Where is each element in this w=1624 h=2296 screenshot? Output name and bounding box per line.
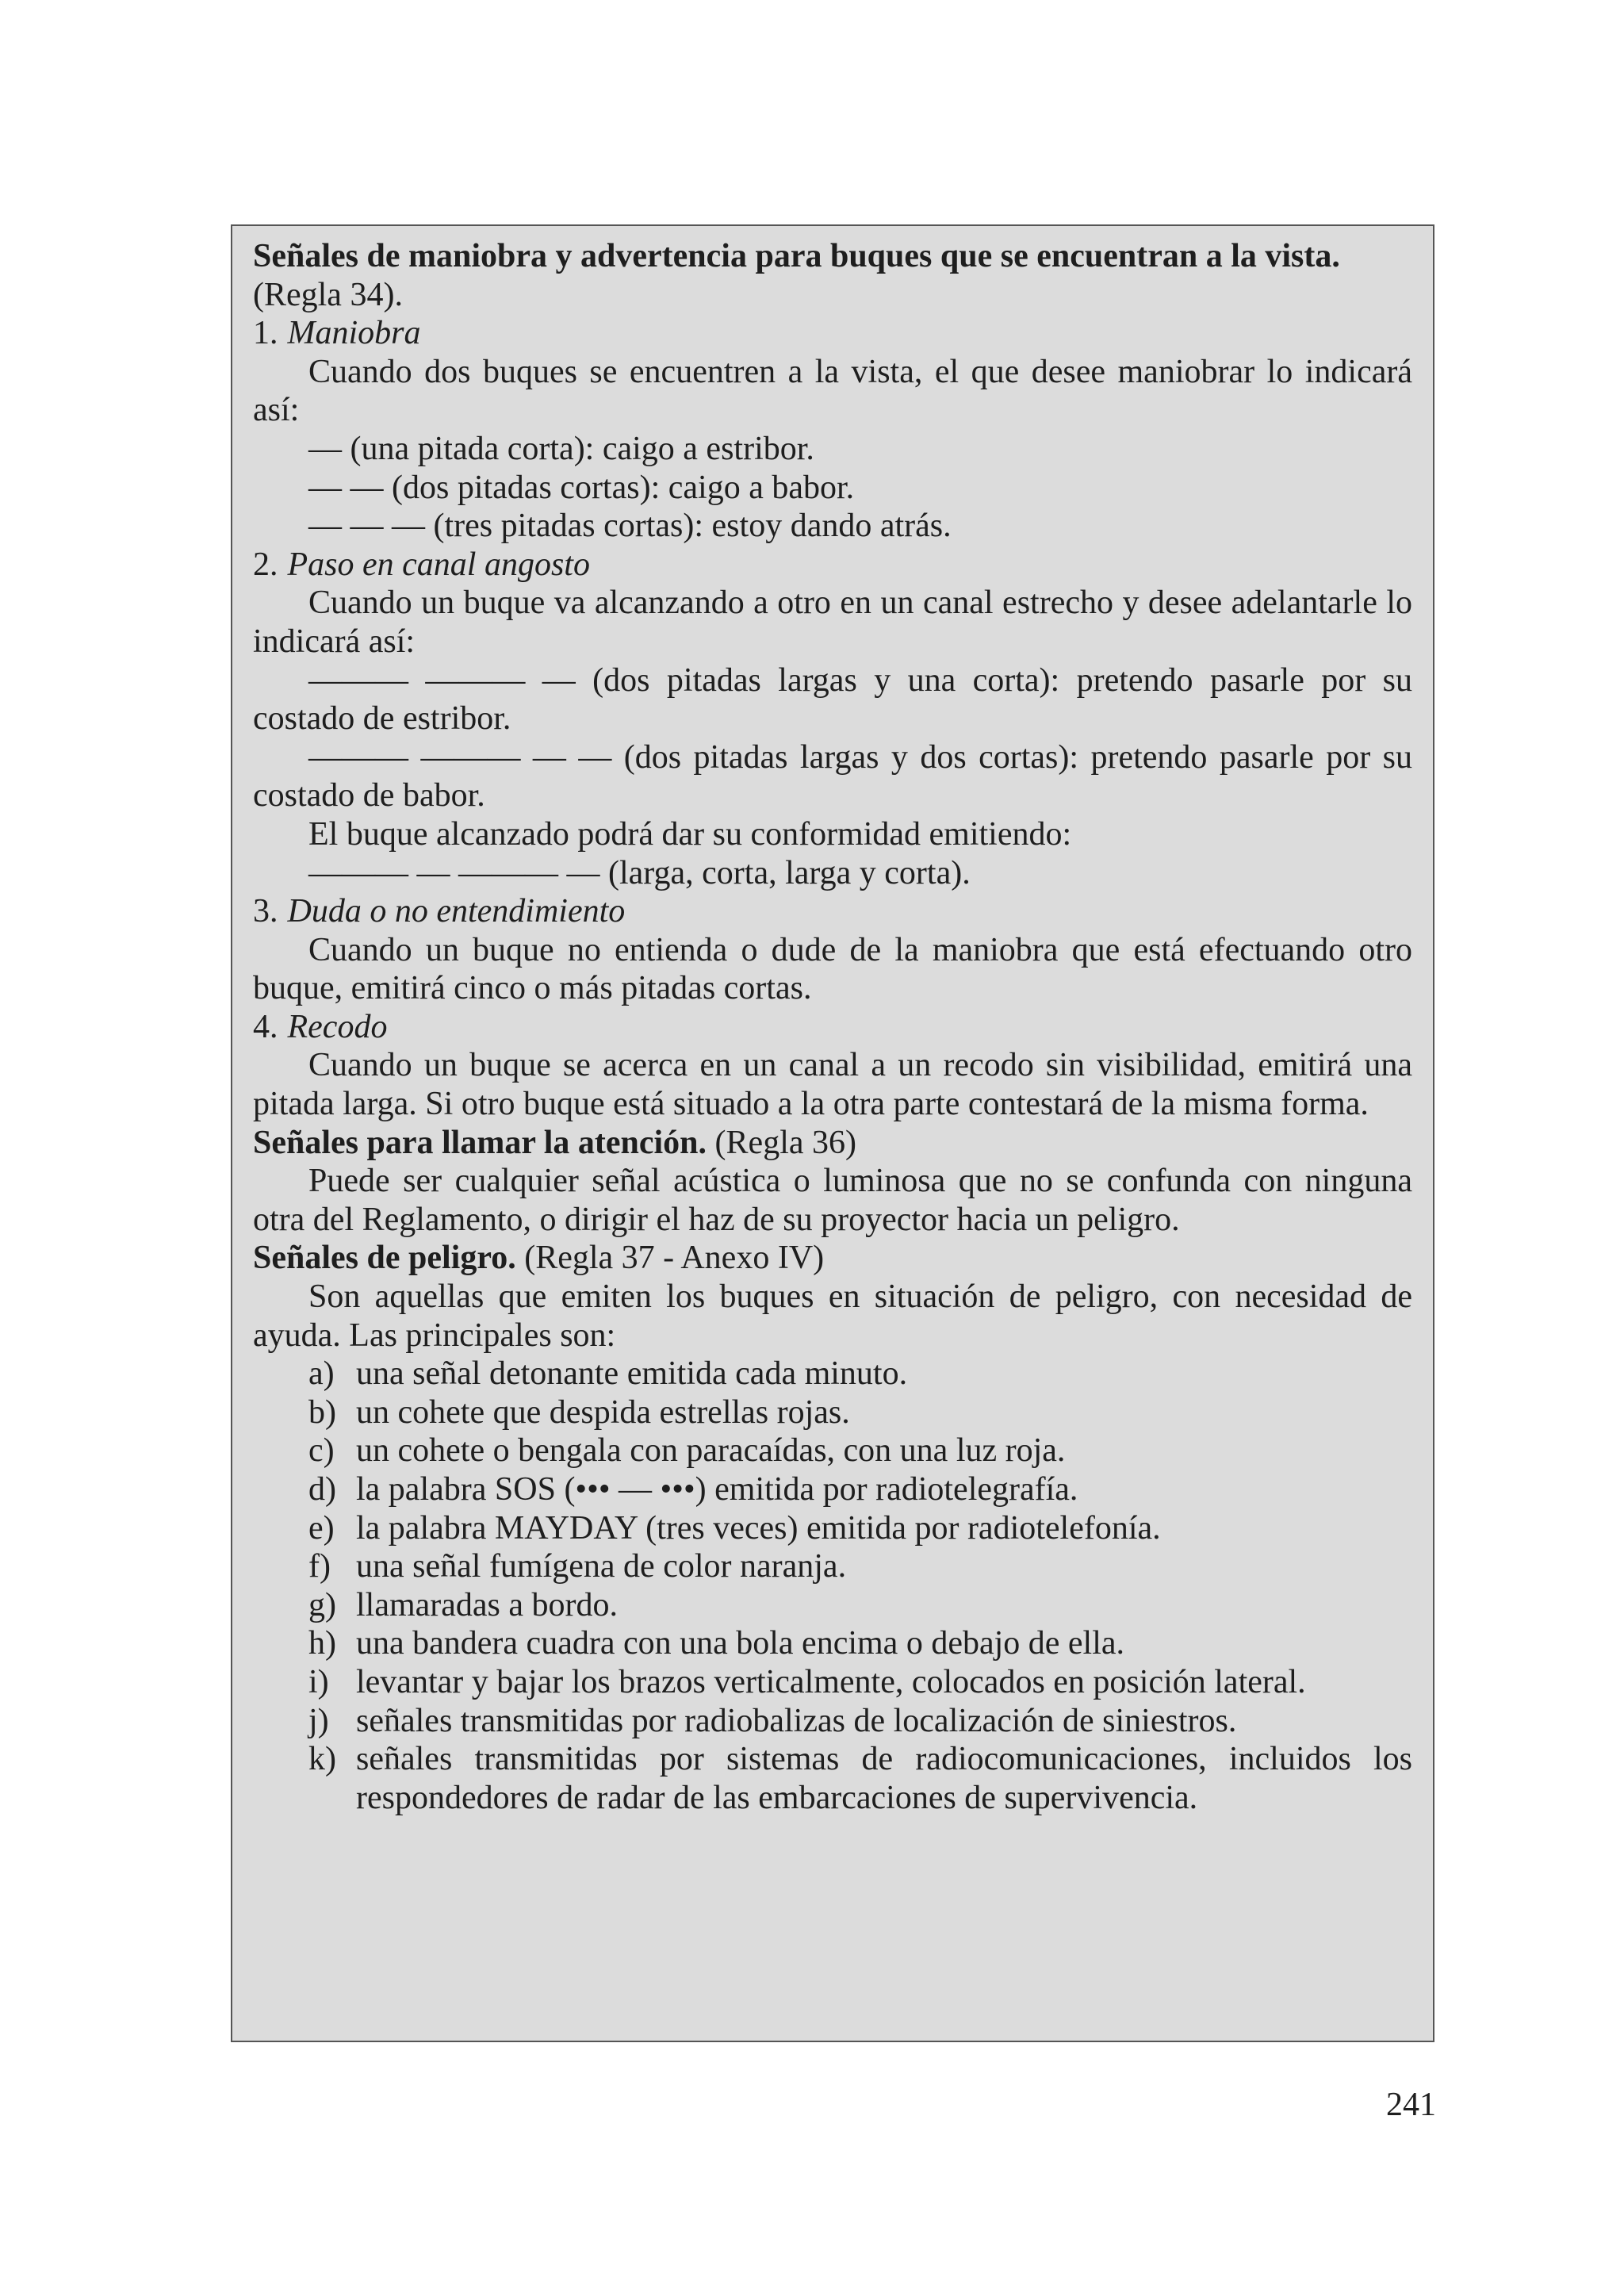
list-item: b) un cohete que despida estrellas rojas.	[308, 1393, 850, 1431]
regla-37-intro: Son aquellas que emiten los buques en situación de peligro, con necesidad de ayuda. Las principales son:	[253, 1278, 1412, 1354]
section-title-regla-36: Señales para llamar la atención. (Regla 36)	[253, 1124, 856, 1161]
regla-36-text: Puede ser cualquier señal acústica o luminosa que no se confunda con ninguna otra del Reglamento, o dirigir el haz de su proyector hacia un peligro.	[253, 1163, 1412, 1238]
signal-line: ——— ——— — — (dos pitadas largas y dos cortas): pretendo pasarle por su costado de babor.	[253, 738, 1412, 815]
regla-34-ref: (Regla 34).	[253, 276, 403, 313]
signal-line: — (una pitada corta): caigo a estribor.	[308, 430, 814, 467]
signal-line: — — (dos pitadas cortas): caigo a babor.	[308, 469, 855, 506]
list-item: e) la palabra MAYDAY (tres veces) emitida por radiotelefonía.	[308, 1509, 1161, 1547]
subsection-1-heading: 1. Maniobra	[253, 315, 421, 352]
subsection-4-heading: 4. Recodo	[253, 1008, 388, 1045]
list-item: a) una señal detonante emitida cada minuto.	[308, 1355, 908, 1393]
list-item: g) llamaradas a bordo.	[308, 1586, 619, 1623]
list-item: i) levantar y bajar los brazos verticalmente, colocados en posición lateral.	[308, 1663, 1306, 1700]
subsection-3-text: Cuando un buque no entienda o dude de la maniobra que está efectuando otro buque, emitirá cinco o más pitadas cortas.	[253, 931, 1412, 1007]
subsection-4-text: Cuando un buque se acerca en un canal a un recodo sin visibilidad, emitirá una pitada larga. Si otro buque está situado a la otra parte contestará de la misma forma.	[253, 1047, 1412, 1123]
signal-line: — — — (tres pitadas cortas): estoy dando atrás.	[308, 508, 952, 545]
section-title-regla-37: Señales de peligro. (Regla 37 - Anexo IV)	[253, 1240, 825, 1277]
subsection-2-heading: 2. Paso en canal angosto	[253, 546, 590, 583]
list-item: f) una señal fumígena de color naranja.	[308, 1548, 847, 1585]
regla-37-ref: (Regla 37 - Anexo IV)	[515, 1240, 825, 1277]
rules-box	[231, 224, 1434, 2042]
page-number: 241	[1386, 2087, 1436, 2123]
list-item: h) una bandera cuadra con una bola encima o debajo de ella.	[308, 1625, 1125, 1662]
subsection-2-reply: El buque alcanzado podrá dar su conformidad emitiendo:	[308, 815, 1072, 853]
list-item: d) la palabra SOS (••• — •••) emitida por radiotelegrafía.	[308, 1471, 1078, 1508]
regla-36-ref: (Regla 36)	[707, 1124, 856, 1161]
list-item: j) señales transmitidas por radiobalizas de localización de siniestros.	[308, 1702, 1237, 1739]
subsection-1-intro: Cuando dos buques se encuentren a la vista, el que desee maniobrar lo indicará así:	[253, 353, 1412, 429]
distress-signals-list	[253, 1355, 1412, 1817]
section-title-regla-34: Señales de maniobra y advertencia para buques que se encuentran a la vista. (Regla 34).	[253, 238, 1340, 313]
list-item: c) un cohete o bengala con paracaídas, con una luz roja.	[308, 1432, 1066, 1470]
subsection-2-intro: Cuando un buque va alcanzando a otro en un canal estrecho y desee adelantarle lo indicará así:	[253, 585, 1412, 660]
signal-line: ——— — ——— — (larga, corta, larga y corta).	[308, 854, 971, 891]
list-item: k) señales transmitidas por sistemas de radiocomunicaciones, incluidos los respondedores de radar de las embarcaciones de supervivencia.	[308, 1741, 1412, 1816]
subsection-3-heading: 3. Duda o no entendimiento	[253, 893, 626, 930]
signal-line: ——— ——— — (dos pitadas largas y una corta): pretendo pasarle por su costado de estribor.	[253, 661, 1412, 738]
